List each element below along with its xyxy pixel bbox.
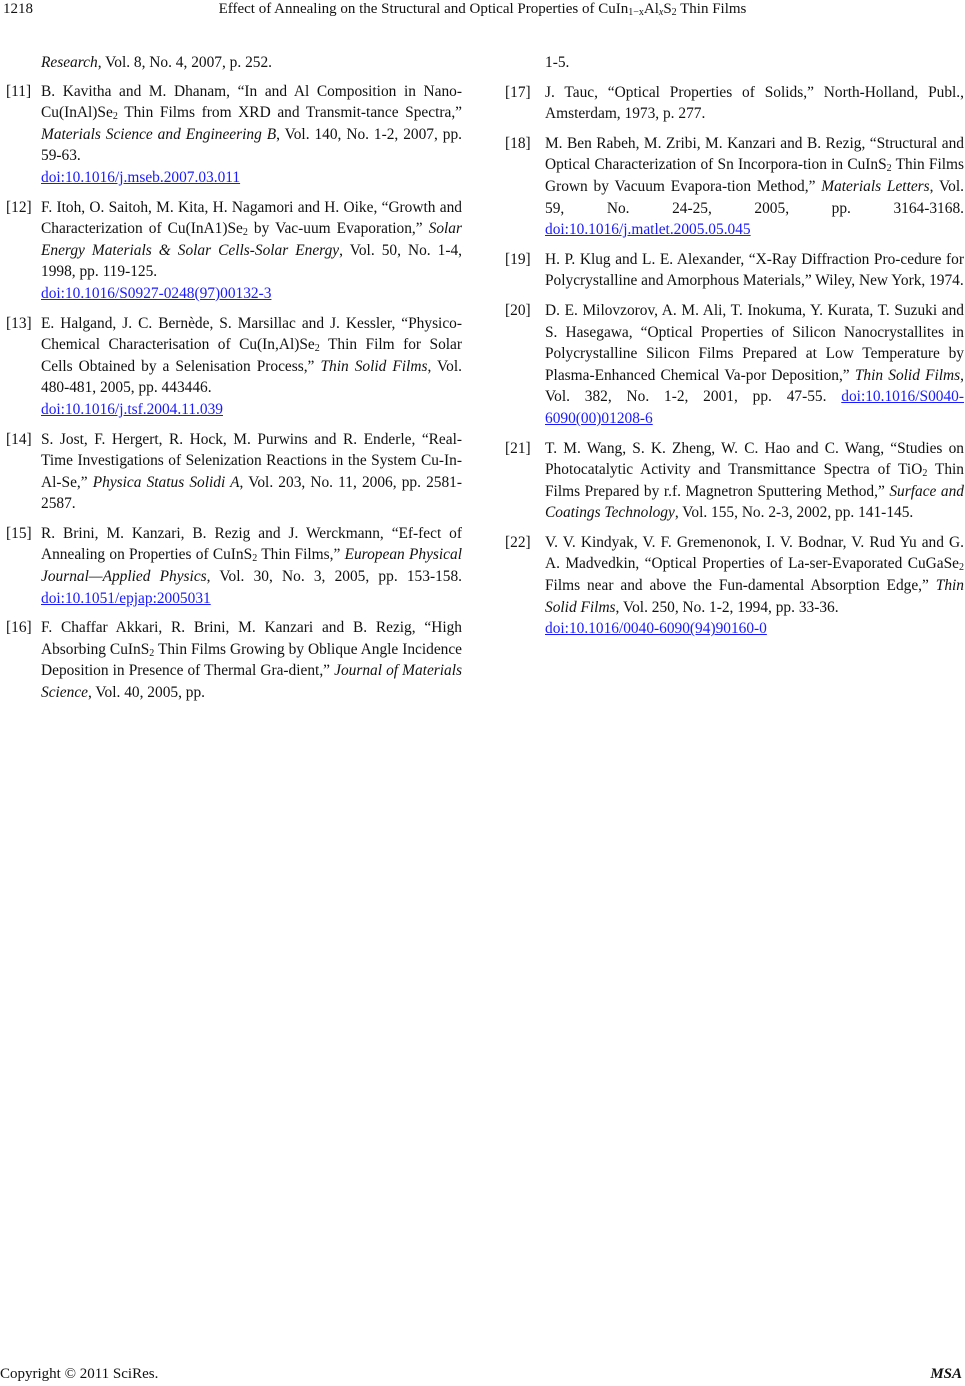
reference-text: F. Itoh, O. Saitoh, M. Kita, H. Nagamori and H. Oike, “Growth and Characterization of $Cu(InA1)Se_2$ by Vac-uum Evaporation,” Solar Energy Materials & Solar Cells-Solar Energy, Vol. 50, No. 1-4, 1998, pp. 119-125. doi:10.1016/S0927-0248(97)00132-3	[41, 198, 462, 302]
reference-number: [15]	[6, 524, 32, 542]
reference-21	[505, 438, 964, 524]
reference-number: [13]	[6, 314, 32, 332]
reference-22	[505, 532, 964, 640]
reference-number: [14]	[6, 430, 32, 448]
reference-text: J. Tauc, “Optical Properties of Solids,” North-Holland, Publ., Amsterdam, 1973, p. 277.	[545, 83, 964, 123]
journal-name: Physica Status Solidi A	[92, 473, 240, 491]
doi-link[interactable]: doi:10.1016/S0927-0248(97)00132-3	[41, 284, 272, 302]
reference-number: [16]	[6, 619, 32, 637]
reference-14	[6, 429, 462, 515]
reference-number: [21]	[505, 439, 531, 457]
reference-12	[6, 197, 462, 305]
reference-20	[505, 300, 964, 430]
reference-13	[6, 313, 462, 421]
reference-17	[505, 82, 964, 125]
continued-reference: Research, Vol. 8, No. 4, 2007, p. 252.	[41, 54, 273, 71]
reference-text: F. Chaffar Akkari, R. Brini, M. Kanzari and B. Rezig, “High Absorbing CuInS$_2$ Thin Films Growing by Oblique Angle Incidence Deposition in Presence of Thermal Gra-dient,” Journal of Materials Science, Vol. 40, 2005, pp.	[41, 619, 463, 702]
copyright-notice: Copyright © 2011 SciRes.	[0, 1366, 159, 1382]
page-number: 1218	[3, 1, 33, 17]
doi-link[interactable]: doi:10.1016/S0040-6090(00)01208-6	[545, 388, 964, 427]
doi-link[interactable]: doi:10.1016/0040-6090(94)90160-0	[545, 620, 767, 638]
reference-text: T. M. Wang, S. K. Zheng, W. C. Hao and C. Wang, “Studies on Photocatalytic Activity and Transmittance Spectra of TiO$_2$ Thin Films Prepared by r.f. Magnetron Sputtering Method,” Surface and Coatings Technology, Vol. 155, No. 2-3, 2002, pp. 141-145.	[545, 439, 964, 522]
reference-16	[6, 617, 462, 703]
reference-number: [11]	[6, 82, 32, 100]
reference-text: S. Jost, F. Hergert, R. Hock, M. Purwins and R. Enderle, “Real-Time Investigations of Selenization Reactions in the System Cu-In-Al-Se,” Physica Status Solidi A, Vol. 203, No. 11, 2006, pp. 2581-2587.	[41, 430, 462, 513]
left-column	[6, 52, 462, 712]
journal-name: Thin Solid Films	[545, 577, 964, 616]
reference-15	[6, 523, 462, 609]
doi-link[interactable]: doi:10.1016/j.matlet.2005.05.045	[545, 221, 751, 239]
reference-text: B. Kavitha and M. Dhanam, “In and Al Composition in Nano-$Cu(InAl)Se_2$ Thin Films from XRD and Transmit-tance Spectra,” Materials Science and Engineering B, Vol. 140, No. 1-2, 2007, pp. 59-63. doi:10.1016/j.mseb.2007.03.011	[41, 82, 462, 186]
doi-link[interactable]: doi:10.1016/j.mseb.2007.03.011	[41, 168, 241, 186]
reference-text: H. P. Klug and L. E. Alexander, “X-Ray Diffraction Pro-cedure for Polycrystalline and Amorphous Materials,” Wiley, New York, 1974.	[545, 250, 964, 290]
right-column	[505, 52, 964, 648]
journal-abbreviation: MSA	[930, 1366, 962, 1382]
reference-text: E. Halgand, J. C. Bernède, S. Marsillac and J. Kessler, “Physico-Chemical Characterisation of $Cu(In,Al)Se_2$ Thin Film for Solar Cells Obtained by a Selenisation Process,” Thin Solid Films, Vol. 480-481, 2005, pp. 443446. doi:10.1016/j.tsf.2004.11.039	[41, 314, 462, 418]
reference-11	[6, 81, 462, 189]
journal-name: European Physical Journal—Applied Physics	[41, 546, 462, 586]
reference-number: [12]	[6, 198, 32, 216]
journal-name: Solar Energy Materials & Solar Cells-Solar Energy	[41, 220, 462, 259]
reference-number: [18]	[505, 134, 531, 152]
journal-name: Thin Solid Films	[320, 357, 428, 375]
reference-text: V. V. Kindyak, V. F. Gremenonok, I. V. Bodnar, V. Rud Yu and G. A. Madvedkin, “Optical Properties of La-ser-Evaporated CuGaSe$_2$ Films near and above the Fun-damental Absorption Edge,” Thin Solid Films, Vol. 250, No. 1-2, 1994, pp. 33-36. doi:10.1016/0040-6090(94)90160-0	[545, 533, 964, 638]
reference-number: [22]	[505, 533, 531, 551]
reference-text: D. E. Milovzorov, A. M. Ali, T. Inokuma, Y. Kurata, T. Suzuki and S. Hasegawa, “Optical Properties of Silicon Nanocrystallites in Polycrystalline Silicon Films Prepared at Low Temperature by Plasma-Enhanced Chemical Va-por Deposition,” Thin Solid Films, Vol. 382, No. 1-2, 2001, pp. 47-55. doi:10.1016/S0040-6090(00)01208-6	[545, 301, 964, 427]
running-title: Effect of Annealing on the Structural and Optical Properties of $CuIn_{1-x}Al_xS_2$ Thin Films	[218, 1, 747, 18]
doi-link[interactable]: doi:10.1016/j.tsf.2004.11.039	[41, 400, 223, 418]
reference-18	[505, 133, 964, 241]
journal-name: Thin Solid Films	[854, 366, 961, 384]
journal-name: Materials Letters	[821, 177, 930, 195]
reference-19	[505, 249, 964, 292]
journal-name: Journal of Materials Science	[41, 662, 462, 702]
journal-name: Surface and Coatings Technology	[545, 482, 964, 522]
reference-number: [20]	[505, 301, 531, 319]
journal-name: Materials Science and Engineering B	[41, 125, 277, 143]
reference-text: R. Brini, M. Kanzari, B. Rezig and J. Werckmann, “Ef-fect of Annealing on Properties of CuInS$_2$ Thin Films,” European Physical Journal—Applied Physics, Vol. 30, No. 3, 2005, pp. 153-158. doi:10.1051/epjap:2005031	[41, 524, 463, 607]
reference-text: M. Ben Rabeh, M. Zribi, M. Kanzari and B. Rezig, “Structural and Optical Characterization of Sn Incorpora-tion in CuInS$_2$ Thin Films Grown by Vacuum Evapora-tion Method,” Materials Letters, Vol. 59, No. 24-25, 2005, pp. 3164-3168. doi:10.1016/j.matlet.2005.05.045	[545, 134, 964, 239]
reference-number: [17]	[505, 83, 531, 101]
page-footer	[0, 1365, 965, 1385]
continued-reference: 1-5.	[545, 54, 570, 71]
reference-number: [19]	[505, 250, 531, 268]
running-header	[0, 0, 965, 24]
doi-link[interactable]: doi:10.1051/epjap:2005031	[41, 589, 211, 607]
